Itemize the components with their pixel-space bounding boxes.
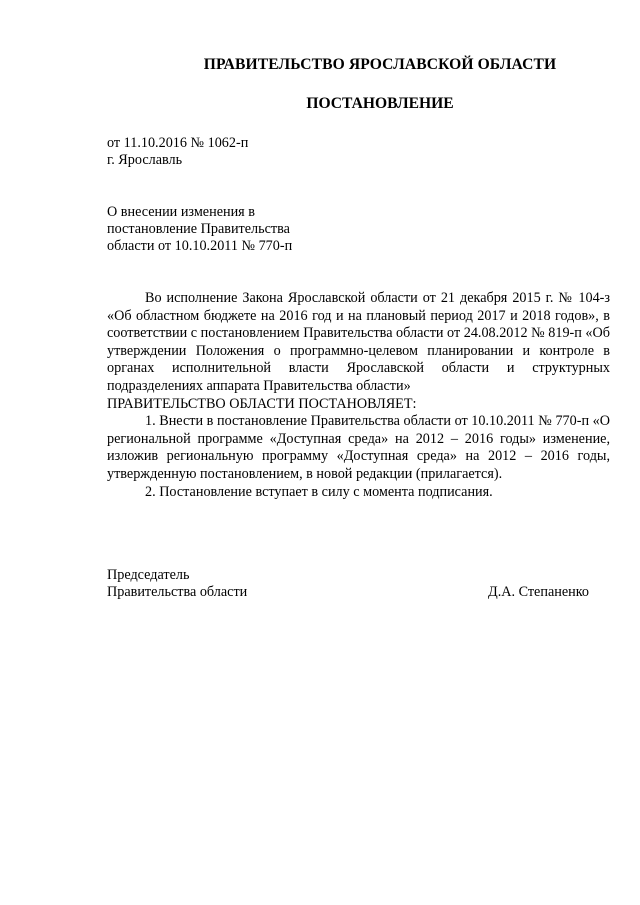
resolves-statement: ПРАВИТЕЛЬСТВО ОБЛАСТИ ПОСТАНОВЛЯЕТ: bbox=[107, 395, 417, 412]
item-2-paragraph: 2. Постановление вступает в силу с момента подписания. bbox=[145, 483, 493, 500]
document-body bbox=[107, 290, 610, 501]
subject-line-1: О внесении изменения в bbox=[107, 204, 255, 220]
subject-line-2: постановление Правительства bbox=[107, 221, 290, 237]
signer-title-line-2: Правительства области bbox=[107, 584, 248, 600]
city: г. Ярославль bbox=[107, 152, 183, 168]
subject-line-3: области от 10.10.2011 № 770-п bbox=[107, 238, 293, 254]
preamble-paragraph: Во исполнение Закона Ярославской области от 21 декабря 2015 г. № 104-з «Об областном бюджете на 2016 год и на плановый период 2017 и 2018 годов», в соответствии с постановлением Правительства области от 24.08.2012 № 819-п «Об утверждении Положения о программно-целевом планировании и контроле в органах исполнительной власти Ярославской области и структурных подразделениях аппарата Правительства области» bbox=[107, 290, 610, 394]
signer-title-line-1: Председатель bbox=[107, 567, 190, 583]
date-number: от 11.10.2016 № 1062-п bbox=[107, 135, 249, 151]
signer-name: Д.А. Степаненко bbox=[488, 584, 589, 600]
document-type-heading: ПОСТАНОВЛЕНИЕ bbox=[306, 95, 454, 112]
issuer-heading: ПРАВИТЕЛЬСТВО ЯРОСЛАВСКОЙ ОБЛАСТИ bbox=[203, 56, 557, 73]
item-1-paragraph: 1. Внести в постановление Правительства области от 10.10.2011 № 770-п «О региональной программе «Доступная среда» на 2012 – 2016 годы» изменение, изложив региональную программу «Доступная среда» на 2012 – 2016 годы, утвержденную постановлением, в новой редакции (прилагается). bbox=[107, 413, 610, 482]
